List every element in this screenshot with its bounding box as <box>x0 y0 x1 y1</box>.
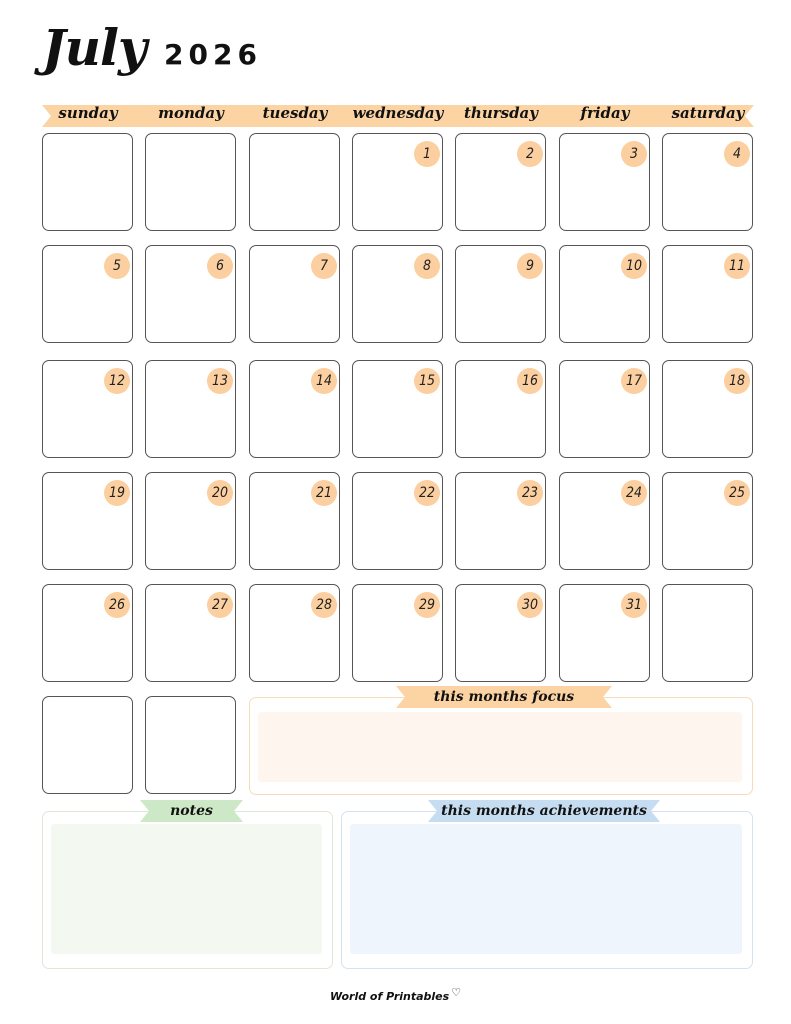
day-number-badge: 26 <box>104 592 130 618</box>
day-number-badge: 29 <box>414 592 440 618</box>
day-cell-5[interactable] <box>42 245 133 343</box>
day-number-badge: 3 <box>621 141 647 167</box>
focus-fill <box>258 712 742 782</box>
day-cell-8[interactable] <box>352 245 443 343</box>
weekday-tuesday: tuesday <box>262 104 328 122</box>
notes-box[interactable] <box>42 811 333 969</box>
footer-brand <box>0 986 791 1003</box>
day-number-badge: 28 <box>311 592 337 618</box>
day-cell-2[interactable] <box>455 133 546 231</box>
day-number-badge: 12 <box>104 368 130 394</box>
weekday-friday: friday <box>580 104 630 122</box>
day-number-badge: 9 <box>517 253 543 279</box>
day-cell-7[interactable] <box>249 245 340 343</box>
day-number-badge: 2 <box>517 141 543 167</box>
day-cell-23[interactable] <box>455 472 546 570</box>
day-number-badge: 11 <box>724 253 750 279</box>
weekday-thursday: thursday <box>463 104 538 122</box>
day-number-badge: 25 <box>724 480 750 506</box>
empty-day-cell[interactable] <box>662 584 753 682</box>
day-cell-10[interactable] <box>559 245 650 343</box>
day-cell-28[interactable] <box>249 584 340 682</box>
day-cell-22[interactable] <box>352 472 443 570</box>
weekday-sunday: sunday <box>58 104 118 122</box>
empty-day-cell[interactable] <box>249 133 340 231</box>
year-title: 2026 <box>164 38 262 71</box>
day-number-badge: 30 <box>517 592 543 618</box>
day-cell-3[interactable] <box>559 133 650 231</box>
empty-day-cell[interactable] <box>145 696 236 794</box>
day-cell-15[interactable] <box>352 360 443 458</box>
day-cell-9[interactable] <box>455 245 546 343</box>
day-number-badge: 21 <box>311 480 337 506</box>
day-cell-6[interactable] <box>145 245 236 343</box>
empty-day-cell[interactable] <box>42 133 133 231</box>
notes-label: notes <box>170 803 213 819</box>
day-number-badge: 16 <box>517 368 543 394</box>
weekday-saturday: saturday <box>671 104 745 122</box>
day-number-badge: 5 <box>104 253 130 279</box>
heart-icon: ♡ <box>451 986 462 999</box>
focus-box[interactable] <box>249 697 753 795</box>
day-number-badge: 15 <box>414 368 440 394</box>
empty-day-cell[interactable] <box>145 133 236 231</box>
weekday-wednesday: wednesday <box>352 104 444 122</box>
weekday-monday: monday <box>158 104 224 122</box>
day-number-badge: 18 <box>724 368 750 394</box>
day-cell-1[interactable] <box>352 133 443 231</box>
day-number-badge: 14 <box>311 368 337 394</box>
day-cell-19[interactable] <box>42 472 133 570</box>
day-number-badge: 22 <box>414 480 440 506</box>
day-number-badge: 20 <box>207 480 233 506</box>
day-cell-25[interactable] <box>662 472 753 570</box>
day-cell-30[interactable] <box>455 584 546 682</box>
day-cell-24[interactable] <box>559 472 650 570</box>
day-cell-31[interactable] <box>559 584 650 682</box>
day-cell-14[interactable] <box>249 360 340 458</box>
day-cell-11[interactable] <box>662 245 753 343</box>
day-number-badge: 10 <box>621 253 647 279</box>
day-cell-4[interactable] <box>662 133 753 231</box>
day-cell-12[interactable] <box>42 360 133 458</box>
day-cell-17[interactable] <box>559 360 650 458</box>
day-number-badge: 23 <box>517 480 543 506</box>
month-title: July <box>42 18 147 77</box>
day-cell-16[interactable] <box>455 360 546 458</box>
day-cell-20[interactable] <box>145 472 236 570</box>
day-number-badge: 27 <box>207 592 233 618</box>
achievements-label: this months achievements <box>441 803 647 819</box>
day-cell-27[interactable] <box>145 584 236 682</box>
day-number-badge: 13 <box>207 368 233 394</box>
day-number-badge: 31 <box>621 592 647 618</box>
achievements-fill <box>350 824 742 954</box>
day-cell-26[interactable] <box>42 584 133 682</box>
day-cell-29[interactable] <box>352 584 443 682</box>
brand-text: World of Printables <box>329 990 450 1003</box>
day-number-badge: 4 <box>724 141 750 167</box>
day-number-badge: 7 <box>311 253 337 279</box>
day-number-badge: 19 <box>104 480 130 506</box>
day-number-badge: 1 <box>414 141 440 167</box>
day-number-badge: 17 <box>621 368 647 394</box>
day-cell-18[interactable] <box>662 360 753 458</box>
notes-fill <box>51 824 322 954</box>
achievements-box[interactable] <box>341 811 753 969</box>
day-number-badge: 24 <box>621 480 647 506</box>
day-number-badge: 8 <box>414 253 440 279</box>
day-cell-21[interactable] <box>249 472 340 570</box>
focus-label: this months focus <box>433 689 575 705</box>
empty-day-cell[interactable] <box>42 696 133 794</box>
day-cell-13[interactable] <box>145 360 236 458</box>
day-number-badge: 6 <box>207 253 233 279</box>
